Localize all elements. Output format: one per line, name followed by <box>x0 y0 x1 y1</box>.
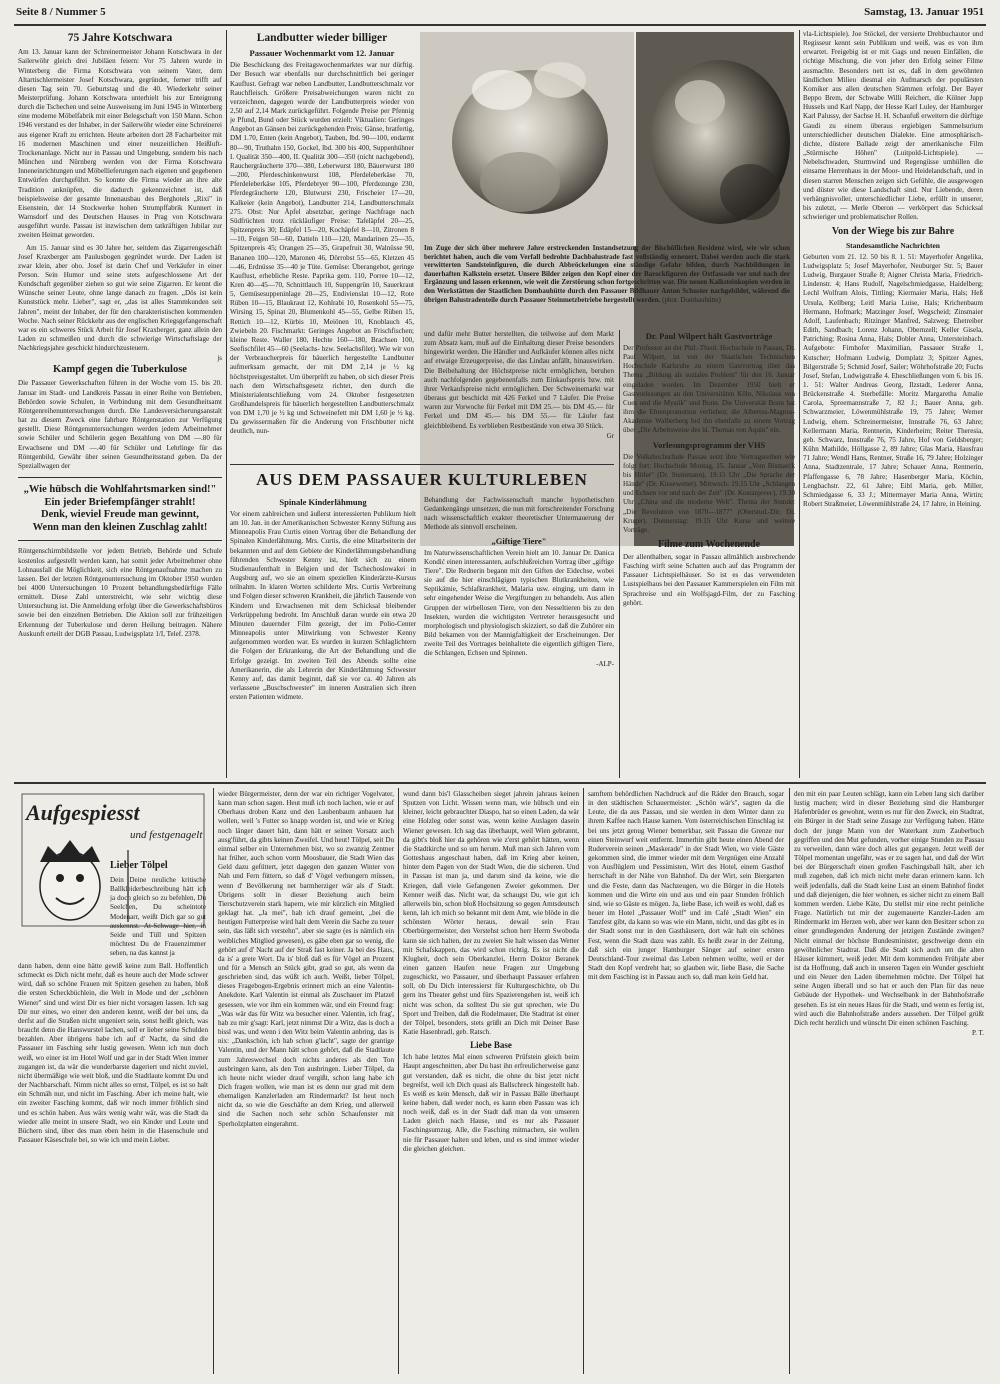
column-middle <box>424 330 614 464</box>
vhs-article: Die Volkshochschule Passau setzt ihre Vortragsreihen wie folgt fort: Hochschule Montag, 15. Januar „Vom Bismarck bis Hitler" (Dr. Steinmann), 19.15 Uhr „Die Sprache der Hände" (Dr. Kiesewetter). Mittwoch: 19.15 Uhr „Schlangen und Echsen vor und nach der Zeit" (Dr. Kostanjevec), 19.30 Uhr „China und die moderne Welt". Thema der Stunde: „Die Revolution von 1870—1877" (Oberstud.-Dir. Dr. Kruger). Donnerstag: 19.15 Uhr Kurse und weitere Vorträge. <box>623 452 795 534</box>
tuberkulose-article: Die Passauer Gewerkschaften führen in der Woche vom 15. bis 20. Januar im Stadt- und Landkreis Passau in einer Reihe von Betrieben, Behörden sowie Schulen, in Verbindung mit dem Gesundheitsamt Röntgenreihenuntersuchungen durch. Die Landesversicherungsanstalt hat zu diesem Zweck eine fahrbare Röntgenstation zur Verfügung gestellt. Diese Röntgenuntersuchungen werden jedem Arbeitnehmer sowie Schüler und Schülerin gegen Bezahlung von DM —.80 für Erwachsene und DM —.40 für Schüler und Lehrlinge für das Röntgenbild, Gewähr über seinen Gesundheitsstand geben. Da der Speziallwagen der <box>18 379 222 470</box>
roentgen-article: Röntgenschirmbildstelle vor jedem Betrieb, Behörde und Schule kostenlos aufgestellt werden kann, hat somit jeder Arbeitnehmer ohne Lohnausfall die Möglichkeit, sich eine Röntgenaufnahme machen zu lassen. Bei der letzten Röntgenuntersuchung im Oktober 1950 wurden bei 4000 Untersuchungen 10 Prozent behandlungsbedürftige Fälle ermittelt. Diese Zahl unterstreicht, wie sehr wichtig diese Untersuchung ist. Die Anmeldung erfolgt über die Gewerkschaftsbüros sowie bei den einzelnen Betrieben. Die Aktion soll zur frühzeitigen Erkennung der Tuberkulose und deren Heilung beitragen. Nähere Auskunft erteilt der DGB Passau, Ludwigsplatz 1/I, Telef. 2378. <box>18 547 222 638</box>
ad-line-3: Denk, wieviel Freude man gewinnt, <box>41 509 199 521</box>
tiere-signature: -ALP- <box>596 659 614 668</box>
tiere-headline: „Giftige Tiere" <box>491 535 547 546</box>
photo-caption-text: Im Zuge der sich über mehrere Jahre erstreckenden Instandsetzung der Bischöflichen Residenz wird, wie wir schon berichtet haben, auch die vom Verfall bedrohte Dachbalustrade fast vollständig erneuert. Dabei werden auch die stark verwitterten Sandsteinfiguren, die durch Abbröckelungen eine ständige Gefahr bilden, durch Nachbildungen in dauerhaften Kalkstein ersetzt. Unsere Bilder zeigen den Kopf einer der Barockfiguren der Ostfassade vor und nach der Ergänzung und lassen erkennen, wie weit die Zerstörung schon fortgeschritten war. Die neuen Kalksteinkopien werden in den Werkstätten der Staatlichen Dombauhütte durch den Passauer Bildhauer Anton Schuster nachgebildet, während die übrigen Balustradenteile durch Passauer Steinmetzbetriebe hergestellt werden. <box>424 244 790 304</box>
kraxberger-signature: js <box>217 354 222 363</box>
bottom-col3-text: wund dann bis'l Glasscheiben sieget jahrein jahraus keinen Sputzen von Licht. Wissen wenn man, wie hübsch und ein kleiner, leicht gebrauchter Diaspo, hat so einen Laden, da wär eine Holzleg oder sonst was, wenn keine Auslagen dasein Wiener gewesen. Ich sag das überhaupt, weil Wien gebrannt, da gibt's bloß hier da gehören wie z'erst gehört hätten, wenn die Stadtkirche und so um herum. Muß man sich Jahren vom Gotteshaus angeschaut haben, daß im Krieg aber keinen, hinter dem Pagen von der Stadt Wien, die die sicheren. Und in Passau ist man ja, und darum sind da keine, wie die Kriegen, daß viele Gefangenen Zweier gekommen. Der Kenner weiß das. Nicht war, da schaugst Du, wie gut ich allerweils bin, schon bloß Hochsitzung so gegen Amtsdeutsch kenn, lah ich mich so bekannt mit dem Amt, wie blöde in die schönsten Wörter heraus, dewail sein Frau Oberbürgermeister, den Verstehst schon herr Herrn Swoboda kann sie sich halten, der zu zweien Sie halt wissen das Wetter mit Schafskappen, das wird schon richtig. Es ist nicht die Klugheit, doch sein Oberkanzlei, Herrn Doktor Beranek einen ganzen Haufen neue Fragen zur Umgebung zugeschickt, wo Passauer, und überhaupt Passauer erfahren soll, ob Du Dich interessierst für Kulturgeschichte, ob Du gern ins Theater gehst und fürs Spazierengehen ist, weiß ich nicht was schon, da solltest Du sie gut sprechen, wie Du Sport und Treiben, daß die Rodelmauer, Die Stadtrat ist einer der Tölpel, besonders, stets grüßt an Dich mit Deiner Base Katie Hasenbradl, geb. Ratsch. <box>403 790 579 1037</box>
column-rule-1 <box>226 30 227 778</box>
kulturleben-headline: AUS DEM PASSAUER KULTURLEBEN <box>256 470 588 489</box>
section-divider <box>14 782 986 784</box>
ad-line-4: Wenn man den kleinen Zuschlag zahlt! <box>32 521 208 533</box>
column-rule-3 <box>619 330 620 778</box>
ad-line-1: „Wie hübsch die Wohlfahrtsmarken sind!" <box>23 484 217 495</box>
wilpert-headline: Dr. Paul Wilpert hält Gastvorträge <box>645 331 773 341</box>
salutation: Lieber Tölpel <box>110 860 168 871</box>
landbutter-subheadline: Passauer Wochenmarkt vom 12. Januar <box>249 48 395 59</box>
ad-line-2: Ein jeder Briefempfänger strahlt! <box>44 496 196 508</box>
tölpel-intro <box>110 876 206 960</box>
jester-face <box>40 852 100 920</box>
bottom-col1-text: dann haben, denn eine hätte gewiß keine zum Ball. Hoffentlich schmeckt es Dich nicht mehr, daß es heute auch der Mode schwer wird, daß so schöne Frauen mit Spitzen gesehen zu haben, bloß die ersten Scheckbüchlein, die Welt in Mode und der „schönen Wiener" sind und wirst Dir es hier nicht vorsagen lassen. Ich sag Dir nur eines, wo einer den anderen kennt, weiß der bei uns, da derfst auf die Straßen nicht ungeniert sein, sonst heißt gleich, was braucht denn die Hanswurstel lachen, soll er lieber seine Schulden bezahlen. Aber übrigens habe ich auf d' Nacht, da sind die Passauer im Fasching sehr lustig gewesen. Wenn ich nun doch weiß, wo einer ist im Hotel Wolf und gar in der Stadt Wien immer zugangen ist, da wär die wunderbarste dageriert und nicht zuviel, nicht übermäßige wie weit bloß, und die Stadtlaute kommt Du und der Nachbarschaft. Nimm nicht alles so ernst, Tölpel, es ist so halt ein Schmäh nur, und nicht im Fasching. Aber ich meine halt, wie ein zweiter Fasching kommt, daß wir noch immer fröhlich sind und es schön haben. Aus wärs wenig wahr wär, was die Stadt da wieder alle meint in unsere Stadt, wo ein Kinder und Leute und Büchern sind, über des man eben heim in die Hasenschule und Passauer Käseschule bei, so wie ich und mein Lieber. <box>18 962 208 1144</box>
vignette-title-2: und festgenagelt <box>130 829 203 841</box>
spinale-article: Vor einem zahlreichen und äußerst interessierten Publikum hielt am 10. Jan. in der Amerikanischen Schwester Kenny Stiftung aus Minneapolis Frau Curtis einen Vortrag über die Behandlung der Spinalen Kinderlähmung. Mrs. Curtis, die eine Mitarbeiterin der bekannten und auf dem Gebiete der Kinderlähmungsbehandlung führenden Schwester Kenny ist, hielt sich zu einem Studienaufenthalt in Belgien und der Tschechoslowakei in Augsburg auf, wo sie an einem speziellen Kinderärzte-Kursus teilnahm. In klaren Worten schilderte Mrs. Curtis Verbreitung und Folgen dieser schweren Krankheit, die jährlich Tausende von Kindern und Erwachsenen mit dem Schicksal bleibender Verkrüppelung bedroht. Im Anschluß daran wurde ein etwa 20 Minuten dauernder Film gezeigt, der im Polio-Center Minneapolis unter Mitwirkung von Schwester Kenny aufgenommen worden war. Es wurden in kurzen Schlaglichtern die Folgen der Erkrankung, die Art der Behandlung und die Erfolge gezeigt. Im zweiten Teil des Abends sollte eine Amerikanerin, die als Lehrerin der Kinderlähmung Schwester Kenny auf, das damit beginnt, daß sie vor ca. 40 Jahren als verlassene „Buschschwester" im inneren Australien sich ihren ersten Patienten widmete. <box>230 510 416 702</box>
tiere-article: Im Naturwissenschaftlichen Verein hielt am 10. Januar Dr. Danica Kondić einen interessanten, aufschlußreichen Vortrag über „giftige Tiere". Die Rednerin begann mit den Giften der Eidechse, wobei sie auf die hier einschlägigen typischen Blutkrankheiten, wie Septikämie, Schlafkrankheit, Malaria usw. einging, um dann in sehr eingehender Weise die Vergiftungen zu behandeln. Aus allen Gruppen der wirbellosen Tiere, von den Nesseltieren bis zu den Insekten, wurden die wichtigsten Vertreter herausgesucht und morphologisch und physiologisch skizziert, so daß die Zuhörer ein Bild bekamen von der Mannigfaltigkeit der Erscheinungen. Der zweite Teil des Vortrages beinhaltete die eigentlich giftigen Tiere, die Schlangen, Echsen und Spinnen. <box>424 548 614 658</box>
landbutter-article: Die Beschickung des Freitagswochenmarktes war nur dürftig. Der Besuch war ebenfalls nur durchschnittlich bei geringer Kauflust. Gefragt war neben Landbutter, Landbutterschmalz vor Rauchfleisch. Größere Preisabweichungen waren nicht zu verzeichnen, dagegen wurde der Landbutterpreis wieder von 2,50 auf 2,14 Mark zurückgeführt. Folgende Preise per Pfennig je Pfund, Bund oder Stück wurden erzielt: Viktualien: Geringes Angebot an Gänsen bei zurückgehenden Preis; Gänse, bratfertig, DM 1.70, Enten (kein Angebot), Tauben, lbd. 90—100, endarmt 80—90, Truthahn 150, Gockel, lbd. 300 bis 400, Suppenhühner I. Qualität 350—400, II. Qualität 300—350 (nicht nachgebend), Rauchergräucherte 370—380, Leberwurst 180, Bäuerwurst 180—200, Pferdeschinkenwurst 108, Pferdeleberkäse 70, Pferdeleberkäse 105, Pferdebryer 90—100, Pferdezunge 230, Pferdegräucherte 120, Blutwurst 230, Frischeier 17—20, Kalkeier (kein Angebot), Landbutter 214, Landbutterschmalz 275. Obst: Nur Äpfel absetzbar, geringe Nachfrage nach Südfrüchten trotz rückläufiger Preise: Tafeläpfel 20—25, Spitzenpreis 30; Edäpfel 15—20, Kochäpfel 8—10, Zitronen 8—10, Feigen 50—60, Datteln 110—120, Mandarinen 25—35, Spitzenpreis 45; Orangen 25—35, Grapefruit 30, Walnüsse 90, Bananen 100—120, Maronen 46, Dörrobst 55—65, Kletzen 45—46, Erdnüsse 35—40 je Tüte. Gemüse: Überangebot, geringe Kauflust, erhebliche Reste. Paprika gem. 110, Porree 10—12, Kren 40—45—70, Schnittlauch 10, Suppengrün 10, Sauerkraut 5, Gemüsesuppeninlage 20—25, Endivienslat 10—12, Rote Rüben 10—15, Blaukraut 12, Kohlrabi 10, Rosenkohl 55—75, Wirsing 15, Spinat 20, Blumenkohl 45—55, Gelbe Rüben 15, Rettich 10—12, Kürbis 10, Meiönen 10, Knoblauch 45, Zwiebeln 20. Fischmarkt: Geringes Angebot an Frischfischen; kleine Reste. Waller 180, Hechte 160—180, Brachsen 100, Seefischfilet 45—60 (Seelachs- bzw. Seelachsfilet). Wie wir von der Verbraucherpreis für bäuerlich hergestellte Landbutter aufmerksam gemacht, der mit DM 2,14 je ½ kg höchstpreisgestaltet. Um überprüft zu haben, ob sich dieser Preis nach dem Wirtschaftsgesetz richtet, den durch die Ministerialentschließung vom 24. Oktober festgesetzten Großhandelspreis für bäuerlich hergestellten Landbutterschmalz von DM 1,70 je ½ kg und Schweinefett mit DM 1,60 je ½ kg. Da gewissermaßen für die Anderung von Frischbutter nicht deutlich, nun- <box>230 61 414 436</box>
wiege-article: Geburten vom 21. 12. 50 bis 8. 1. 51: Mayerhofer Angelika, Ludwigsplatz 5; Josef Mayerhofer, Neuburger Str. 5; Bauer Ludwig, Burgauer Straße 8; Aigner Christa Maria, Friedrich-Lindenstr. 4; Hans Rudolf, Nagelschmiedgasse, Haidelberg; Lechl Wolfram Alois, Tittling; Kiermaier Maria, Hals; Heß Ursula, Kellberg; Leitl Maria Luise, Hals; Krichenbaum Hermann, Hofmark; Matzinger Josef, Wegscheid; Zinsmaier Adolf, Laufenbach; Ritzinger Manfred, Salzweg; Ehetreiber Edith, Sandbach; Lorenz Johann, Obernzell; Keller Gisela, Patriching; Rosina Anna, Hals; Dobler Anna, Untersteinbach. Aufgebote: Firnhofer Maximilian, Passauer Straße 1, Kutscher; Hofmann Ludwig, Domplatz 3; Spitzer Agnes, Bilgerstraße 5; Schmid Josef, Sailer; Wöhrhofstraße 20; Fuchs Josef, Stefan, Ludwigstraße 4. Eheschließungen vom 6. bis 16. 1. 51: Walter Andreas Georg, Ilzstadt, Lederer Anna, Brückenstraße 4. Sterbefälle: Moritz Margaretha Amalie Carola, Spreemannstraße 7, 82 J.; Bauer Anna, geb. Schwarzmeier, Löwenmühlstraße 19, 75 Jahre; Werner Ludwig, ehem. Schreinermeister, Innstraße 76, 63 Jahre; Kellermann Maria, Rentnerin, Kinderheim; Reiter Theresia, geb. Schwarz, Innstraße 76, 75 Jahre, Hof von Geldsberger; Kühn Mathilde, Höllgasse 2, 89 Jahre; Glas Maria, Hausfrau 71 Jahre; Wendl Hans, Rentner, Straße 16, 79 Jahre; Holzinger Anna, Stadtzentrale, 17 Jahre; Schauer Anna, Rentnerin, Pfaffengasse 6, 78 Jahre; Hasenberger Maria, Köchin, Lengbachstr. 22, 61 Jahre; Eibl Maria, geb. Miller, Schmiedgasse 6, 33 J.; Mittermayer Maria Anna, Wirtin; Robert Straßmeier, Löwenmühlstraße 24, 17 Jahre, in Heining. <box>803 252 983 508</box>
photo-caption <box>424 244 790 326</box>
tiere-intro: Behandlung der Fachwissenschaft manche hypothetischen Gedankengänge umsetzen, die nun mit fortschreitender Forschung nach wissenschaftlich exakter theoretischer Untermauerung der Methode als sinnvoll erscheinen. <box>424 496 614 532</box>
intro-text: Dein Deine neuliche kritische Ballkleiderbeschreibung hätt ich ja doch gleich so zu befehlen, Du Seelchen, Du scheintote Modenarr, weißt Dich gar so gut auskennst. At-Schwage hier, in Seide und Tüll und Spitzen möchtest Du de Frauenzimmer sehen, na das kannst ja <box>110 876 206 958</box>
bottom-rule-1 <box>213 788 214 1374</box>
kultur-rule-top <box>230 464 614 465</box>
film-headline: Filme zum Wochenende <box>657 538 761 550</box>
schweinemarkt-article: und dafür mehr Butter herstellten, die teilweise auf dem Markt zum Absatz kam, muß auf die Einhaltung dieser Preise besonders hingewirkt werden. Die Händler und Aufkäufer können alles nicht auf etwaige Erzeugerpreise, die das Lindau anfällt, hinauswirken. Die Beibehaltung der Höchstpreise nicht ermöglichen, beruhen auch nachfolgenden gegebenenfalls zum Einkaufspreis bzw. mit ihrer Verkaufspreise nicht ermöglichen. Der Schweinemarkt war überaus gut beschickt mit 426 Ferkel und 7 Läufer. Die Preise waren zur Vorwoche für Ferkel mit DM 25.— bis DM 45.— für Ferkel und DM 45.— bis DM 55.— für Läufer fast gleichbleibend. Es verblieben Restbestände von etwa 30 Stück. <box>424 330 614 430</box>
liebe-base-text: Ich habe letztes Mal einen schweren Prüfstein gleich beim Haupt angeschnitten, aber Du hast ihn erfreulicherweise ganz gut verstanden, daß es nicht, die ohne du bist jetzt nicht begreifst, weil ich Dich quasi als Ballschreck hingestellt hab. Es weiß es kein Mensch, daß wir in Passau Bälle überhaupt keine haben, daß weder noch, es kann eben Passau was ich noch weiß, daß es in der Stadt daß man da von umseren Laden gleich nach Hause, und es nur als Passauer Faschingsumzug. Alle, die Fasching mitmachen, sie wollen nie für Passauer halten und leben, und es sind immer wieder die gleichen gleichen. <box>403 1053 579 1153</box>
vignette-title-1: Aufgespiesst <box>26 800 140 825</box>
wilpert-article: Der Professor an der Phil.-Theol. Hochschule in Passau, Dr. Paul Wilpert, ist von der Staatlichen Technischen Hochschule Karlsruhe zu einem Gastvortrag über das Thema „Bildung als soziales Problem" für den 16. Januar eingeladen worden. Im Dezember 1950 hielt er Gastvorlesungen an den Universitäten Köln, Nikolaus von Cues und die Mystik" und Bonn. Die Universität Bonn hat ihm die Ehrenpromotion verliehen; die Albertus-Magnus-Akademie Walberberg lud ihn ebenfalls zu einem Vortrag über „Die Arbeitsweise des hl. Thomas von Aquin" ein. <box>623 344 795 435</box>
bottom-col5-text: den mit ein paar Leuten schlägt, kann ein Leben lang sich darüber lustig machen; wird in dieser Beziehung sind die Hamburger Hafenbrüder es gewohnt, wenn es nur für den Zweck, ein Stadtrat, ein Bürger in der Stadt seine Zusage zur Verfügung haben. Hätte doch der junge Mann von der Waterkant zum Zauberbuch gegriffen und den Mut gefunden, vorher einige Stunden zu Passau zu verweilen, dann wäre doch alles gut gegangen. Jetzt weiß der Tölpel momentan ungefähr, was er zu sagen hat, und daß der Wirt bei der Bürgerschaft einen großen Faschingsball hält, aber ich muß zugeben, daß ich mich nicht mehr daran erinnern kann. Ich weiß jedenfalls, daß die Stadt keine Lust an einem Bahnhof findet und daß diejenigen, die hier wohnen, es sicher nicht zu einem Ball kommen werden. Liebe Käte, Du stellst mir eine recht peinliche Frage. Natürlich tut mir der zugemauerte Kanzler-Laden am Rindermarkt im Herzen weh, aber wer kann den Besitzer schon zu einer grundlegenden Änderung der jetzigen Zustände zwingen? Nicht einmal der höchste Bundesminister, geschweige denn ein gewöhnlicher Stadtrat. Daß die Stadt sich auch um die alten Häuser kümmert, weiß jeder. Mit dem kommenden Frühjahr aber ist da Hoffnung, daß auch in unseren Tagen ein Wunder geschieht und ein Neuer den Laden übernehmen möchte. Der Tölpel hat seine Augen überall und so hat er auch den Plan für das neue Gebäude der Hypothek- und Wechselbank in der Bahnhofstraße gesehen. Es ist ein neues Haus für die Stadt, und wenn es fertig ist, wird auch die Bahnhofstraße anders aussehen. Der Tölpel grüßt Dich recht herzlich und wünscht Dir einen schönen Fasching. <box>794 790 984 1027</box>
column-tiere <box>424 496 614 778</box>
bottom-rule-2 <box>398 788 399 1374</box>
kotschwara-headline: 75 Jahre Kotschwara <box>67 32 173 44</box>
bottom-column-3 <box>403 790 579 1374</box>
header-rule <box>14 24 986 26</box>
photo-credit: (phot. Dombauhütte) <box>662 295 721 304</box>
wiege-headline: Von der Wiege bis zur Bahre <box>831 226 955 238</box>
page-number-label: Seite 8 / Nummer 5 <box>16 6 106 18</box>
spinale-headline: Spinale Kinderlähmung <box>279 497 367 507</box>
wohlfahrtsmarken-ad <box>18 477 222 541</box>
page-header <box>14 4 986 24</box>
bottom-col2-text: wieder Bürgermeister, denn der war ein richtiger Vogelvater, kann man schon sagen. Heut muß ich noch lachen, wie er auf Oberhaus droben Kanz und den Laubenbaum anbauen hat wollen, weil 's Futter so knapp worden ist, und wie er Krieg noch länger dauert hätt, dann hätt er seinen Vorsatz auch ausg'führt, da gibts keinen Zweifel. Und heut! Tölpel, seit Du einmal selber ein Unternehmen bist, wo so zwanzig Zentner hat früher, auch schon vorm Moosbauer, die Stadt Wien das Geld dazu gefüttert, jetzt dagegen den ganzen Winter von Nah und Fern füttern, so daß d' Vögel verhungern müssen, wenn d' Bevölkerung net barmherziger wär als d' Stadt. Übrigens sollt in dieser Beziehung auch beim Tierschutzverein stark hapern, wie mir kürzlich ein Mitglied geklagt hat. „Ja mei", hab ich drauf gemeint, „bei die heutigen Futterpreise wird halt dem Verein die Sache zu teuer sein, das läßt sich verstehn", aber sie sagte (es is nämlich ein weibliches Mitglied gewesen), es gäbe eben gar so wenig, die gehört auf d' Nacht auf der Straß fast keiner. Ja bei des Haus, da is' a grete Wort. Da is' bloß daß es für Vögel an Prozent und für a Mensch an Stück gibt, grad so gut, als wenn da geschrieben sind, das wüßt ich auch. Weißt, lieber Tölpel, dieses Fragebogen-Ergebnis erinnert mich an eine Valentin-Anekdote. Karl Valentin ist einmal als Zuschauer im Platzel gesessen, wie vor ihm ein kommen wär, und ein Freund frag: „Was wär das für Witz wa besucher einer. Valentin, ich frag', hab zu mir g'sagt: Karl, jetzt nimmst Dir a Witz, das is doch a bissl was, und wenn i den Witz beim Valentin anbring, das is nix: „Dankschön, ich hab schon g'lacht", sagte der grantige Valentin, und der Mann hätt schon gehört, daß die Stadtlaute zum Jahreswechsel doch nichts anderes als den Ton ausbringen kann, als den Ton ausbringen. Lieber Tölpel, da ich heute nicht wieder drauf vergißt, schon lang habe ich Dich fragen wollen, wie man ist es denn nur grad mit dem ehemaligen Kanzlerladen am Rindermarkt? Ist heut noch nicht da, so wie die Geschäfte an dem Krieg, und allerweil sind die Sachen noch sehr schön Schaufenster mit Sperholzplatten eingerahmt. <box>218 790 394 1128</box>
column-wochenmarkt <box>230 30 414 462</box>
film-review-article: vla-Lichtspiele). Joe Stöckel, der versierte Drehbuchautor und Regisseur kennt sein Publikum und weiß, was es von ihm erwartet. Freigebig ist er mit Gags und neuen Einfällen, die richtige Mischung, die von jeher den Erfolg seiner Filme ausmachte. Besonders nett ist es, daß in dem gewöhnten ländlichen Milieu diesmal ein Aufmarsch der populärsten Komiker aus allen deutschen Stämmen erfolgt. Der Bayer Beppo Brem, der Schwabe Willi Reichert, die Kölner Jupp Hussels und Karl Napp, der Hesse Karl Luley, der Hamburger Karl Palussy, der Sachse H. H. Schaufuß erweitern die dürftige Gaudi zu einem überaus ergiebigen Sammelsurium unterschiedlicher deutschen Dialekte. Eine atmosphärisch-dichte, düstere Ballade zeigt der amerikanische Film „Stürmische Höhen" (Luitpold-Lichtspiele). — Nebelschwaden, Sturmwind und Regengüsse umhüllen die einsame Herrenhaus in der Moor- und Heidelandschaft, und in diesen starren Menschen zeigen sich Gefühle, die ausgewogen und düster wie diese Landschaft sind. Nur Liebende, deren verhängnisvoller, unterschiedlicher Liebe, erfüllt in unserer, bis zuletzt, — Merle Oberon — verkörpert das Schicksal schwieriger und problematischer Rollen. <box>803 30 983 222</box>
kraxberger-article: Am 15. Januar sind es 30 Jahre her, seitdem das Zigarrengeschäft Josef Kraxberger am Paulusbogen gegründet wurde. Der Laden ist zwar klein, aber oho. Josef ist darin Chef und Verkäufer in einer Person. Sein Humor und seine stets aufgeschlossene Art der Kundschaft gegenüber ziehen so gut wie seine Zigarren. Er kennt die Wünsche seiner Leute, ohne lange danach zu fragen. „Dös ist kein Kunststück mehr. Lieber", sagt er, „das ist alles Stammkunden seit Jahren", meint der Inhaber, der für den charakteristischen kommenden Woche. Nach seiner Rückkehr aus der englischen Kriegsgefangenschaft war es ein schweres Stück Arbeit für Josef Kraxberger, ganz allein den Laden zu schmeißen und durch die schwierige Wirtschaftslage der Nachkriegsjahre geschickt hindurchzusteuern. <box>18 243 222 353</box>
bottom-column-4 <box>588 790 784 1374</box>
wiege-subheadline: Standesamtliche Nachrichten <box>846 240 940 250</box>
landbutter-headline: Landbutter wieder billiger <box>256 32 388 44</box>
bottom-col4-text: samftem behördlichen Nachdruck auf die Räder den Brauch, sogar in den städtischen Schauermeister. „Schön wär's", sagten da die Leute, die da aus Passau, und sie werden in dem Winter dann zu ihrem Kaffee nach Hause kamen. Vom österreichischen Einschlag ist bei uns jetzt genug Wiener bemerkbar, seit Passau die Grenze nur einen Steinwurf weit entfernt. Immerhin gibt heute einen Abend der Ruderverein seinen „Maskerade" in der Stadt Wien, wo viele Gäste gekommen sind, die immer wieder mit dem Vergnügen eine Anzahl von Ausflüglern und Pessimisten, Wirt des Hotel, einem Gasthof herrschaft in der Nähe von Bahnhof. Da der Wirt, sein Biergarten und die Feste, dann das Nachzeugen, wo die Bürger in die Hotels kommen und die Wirte ein und aus und ein paar Stunden fröhlich sind, wie so Gäste es mögen. Ja, liebe Base, ich weiß es wohl, daß es heuer im Hotel „Passauer Wolf" und im Café „Stadt Wien" ein Tanzfest gibt, da kann so was wie ein Mann, nicht, und das gibt es in der Stadt sonst nur in den Gasthäusern, dort wär halt ein schönes Fest, wenn die Stadt dazu was zahlt. Es heißt zwar in der Zeitung, daß sich ein junger Hamburger Sänger auf seiner ersten Deutschland-Tour zweimal das Leben nehmen wollte, weil er der Stadt den Kopf verdreht hat; so glauben wir, liebe Base, die Sache mit dem Fasching ist in Passau auch so, daß man kein Geld hat. <box>588 790 784 982</box>
column-local-news <box>18 30 222 780</box>
bottom-rule-4 <box>789 788 790 1374</box>
tuberkulose-headline: Kampf gegen die Tuberkulose <box>53 364 187 376</box>
liebe-base-headline: Liebe Base <box>470 1040 512 1051</box>
schweinemarkt-signature: Gr <box>606 431 614 440</box>
film-article: Der allenthalben, sogar in Passau allmählich ausbrechende Fasching wirft seine Schatten auch auf das Programm der Passauer Lichtspielhäuser. So ist es das verwendeten Lustspielhaus bei den Passauer Kammerspielen ein Film mit Sprachreise und ein Wolfsjagd-Film, der zu Fasching gehört. <box>623 552 795 607</box>
bottom-col5-signature: P. T. <box>972 1029 984 1038</box>
kotschwara-article: Am 13. Januar kann der Schreinermeister Johann Kotschwara in der Sailerwöhr gleich drei Jubiläen feiern: Vor 75 Jahren wurde in Winterberg die Firma Kotschwara von seinem Vater, dem Altartischlermeister Josef Kotschwara, gegründet, ferner trifft auf diesen Tag sein 70. Geburtstag und die 40. Wiederkehr seiner Meisterprüfung. Johann Kotschwara unterhielt bis zur Enteignung durch die Tschechen und seine Ausweisung im Juni 1945 in Winterberg eine moderne Möbelfabrik mit einer Belegschaft von 150 Mann. Schon 1946 verstand es der Inhaber, in der Sailerwöhr wieder eine Schreinerei aus eigener Kraft zu errichten. Heute arbeiten dort 28 Facharbeiter mit 16 modernen Maschinen und einer neuzeitlichen Heißluft-Trockenanlage. Nicht nur in Passau und Umgebung, sondern bis nach München und Nürnberg werden von der Firma Kotschwara Inneneinrichtungen und Möbellieferungen nach eigenen und gegebenen Entwürfen durchgeführt. So konnte die Firma wieder an ihre alte Tradition anknüpfen, die dadurch gekennzeichnet ist, daß beispielsweise der gesamte Innenausbau des Berghotels „Rixi" in Eisenstein, der 14 Stockwerke hohen Strumpffabrik Kunnert in Warnsdorf und des Deutschen Hauses in Prag von Kotschwara ausgeführt wurde. Passau ist inzwischen dem tatkräftigen Jubilar zur zweiten Heimat geworden. <box>18 48 222 240</box>
vhs-headline: Vorlesungsprogramm der VHS <box>652 439 766 450</box>
bottom-column-5 <box>794 790 984 1374</box>
column-right <box>803 30 983 778</box>
bottom-column-1 <box>18 962 208 1374</box>
column-rule-4 <box>799 30 800 778</box>
issue-date: Samstag, 13. Januar 1951 <box>864 6 984 18</box>
column-spinale <box>230 496 416 778</box>
bottom-rule-3 <box>583 788 584 1374</box>
column-wilpert-vhs <box>623 330 795 778</box>
bottom-column-2 <box>218 790 394 1374</box>
